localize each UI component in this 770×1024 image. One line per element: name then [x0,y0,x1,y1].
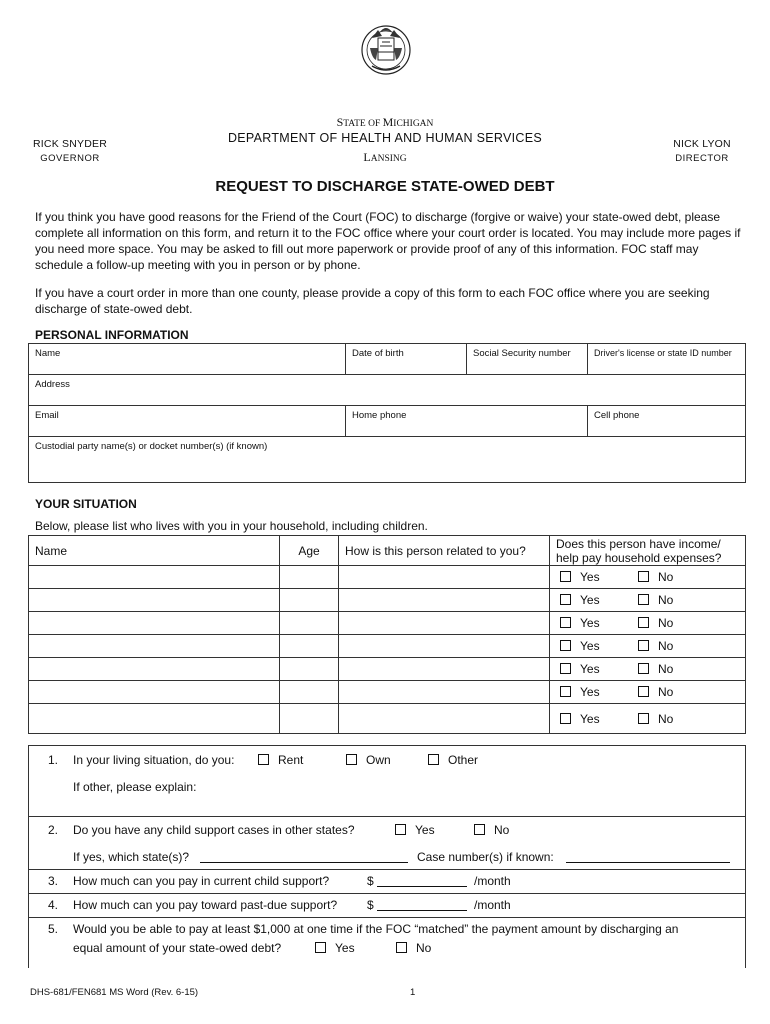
household-relation-cell[interactable] [339,635,550,658]
michigan-state-seal-icon [358,18,414,82]
governor-name: RICK SNYDER [33,138,107,150]
household-relation-cell[interactable] [339,681,550,704]
q2-states-input[interactable] [200,850,408,863]
household-relation-cell[interactable] [339,658,550,681]
rent-label: Rent [278,753,304,767]
form-id: DHS-681/FEN681 MS Word (Rev. 6-15) [30,987,199,998]
date-of-birth-field[interactable] [346,344,467,375]
yes-checkbox[interactable] [560,571,571,582]
q4-unit: /month [474,898,511,912]
household-relation-cell[interactable] [339,704,550,734]
no-label: No [658,711,674,726]
q5-yes-label: Yes [335,941,355,955]
household-name-cell[interactable] [29,635,280,658]
state-line-ichigan: ICHIGAN [393,119,434,129]
household-age-cell[interactable] [280,681,339,704]
q3-text: How much can you pay in current child support? [73,874,330,888]
governor-title: GOVERNOR [40,153,100,164]
income-choice-cell [550,566,746,589]
household-age-cell[interactable] [280,704,339,734]
q5-text-line1: Would you be able to pay at least $1,000 at one time if the FOC “matched” the payment amount by discharging an [73,922,679,936]
personal-info-table [28,343,746,483]
own-checkbox[interactable] [346,754,357,765]
yes-checkbox[interactable] [560,640,571,651]
director-name: NICK LYON [673,138,731,150]
income-choice-cell [550,635,746,658]
yes-label: Yes [580,685,600,699]
q2-case-label: Case number(s) if known: [417,850,554,864]
q2-no-option [474,823,509,837]
dob-label: Date of birth [352,348,404,359]
license-label: Driver's license or state ID number [594,348,732,358]
divider [28,869,746,870]
no-label: No [658,662,674,676]
ssn-label: Social Security number [473,348,571,359]
q5-no-option [396,941,431,955]
no-checkbox[interactable] [638,640,649,651]
intro-paragraph-2: If you have a court order in more than one county, please provide a copy of this form to each FOC office where you are seeking discharge of state-owed debt. [35,286,710,316]
other-checkbox[interactable] [428,754,439,765]
q2-yes-checkbox[interactable] [395,824,406,835]
email-label: Email [35,410,59,421]
yes-checkbox[interactable] [560,594,571,605]
q2-no-checkbox[interactable] [474,824,485,835]
cell-phone-label: Cell phone [594,410,640,421]
q4-amount-input[interactable] [377,898,467,911]
q2-yes-label: Yes [415,823,435,837]
yes-checkbox[interactable] [560,663,571,674]
q2-number: 2. [48,823,59,837]
yes-label: Yes [580,593,600,607]
yes-checkbox[interactable] [560,617,571,628]
household-table [28,535,746,734]
q1-explain-label: If other, please explain: [73,780,197,794]
director-title: DIRECTOR [675,153,729,164]
name-field[interactable] [29,344,346,375]
yes-label: Yes [580,616,600,630]
q2-no-label: No [494,823,510,837]
page-number: 1 [410,987,416,998]
q2-case-input[interactable] [566,850,730,863]
household-name-cell[interactable] [29,612,280,635]
q3-number: 3. [48,874,59,888]
form-title: REQUEST TO DISCHARGE STATE-OWED DEBT [215,178,555,195]
q1-other-option [428,753,478,767]
no-checkbox[interactable] [638,617,649,628]
state-line-m: M [382,115,394,129]
q1-text: In your living situation, do you: [73,753,235,767]
q3-dollar-sign: $ [367,874,374,888]
address-label: Address [35,379,70,390]
q5-text-line2: equal amount of your state-owed debt? [73,941,282,955]
department-name: DEPARTMENT OF HEALTH AND HUMAN SERVICES [227,131,543,145]
q3-unit: /month [474,874,511,888]
no-checkbox[interactable] [638,663,649,674]
cell-phone-field[interactable] [588,406,746,437]
no-checkbox[interactable] [638,713,649,724]
rent-checkbox[interactable] [258,754,269,765]
q5-no-checkbox[interactable] [396,942,407,953]
household-age-cell[interactable] [280,658,339,681]
own-label: Own [366,753,391,767]
divider [28,816,746,817]
intro-paragraph-1: If you think you have good reasons for the Friend of the Court (FOC) to discharge (forgive or waive) your state-owed debt, please complete all information on this form, and return it to the FOC office where your court order is located. You may include more pages if you need more space. You may be asked to fill out more paperwork or provide proof of any of this information. FOC staff may schedule a follow-up meeting with you in person or by phone. [35,210,741,272]
q1-own-option [346,753,391,767]
home-phone-label: Home phone [352,410,407,421]
household-age-cell[interactable] [280,612,339,635]
other-label: Other [448,753,479,767]
income-choice-cell [550,681,746,704]
divider [28,917,746,918]
no-checkbox[interactable] [638,686,649,697]
income-choice-cell [550,612,746,635]
income-choice-cell [550,704,746,734]
no-label: No [658,685,674,699]
custodial-party-field[interactable] [29,437,746,483]
situation-heading: YOUR SITUATION [35,497,137,511]
household-instruction: Below, please list who lives with you in your household, including children. [35,519,428,533]
household-name-cell[interactable] [29,589,280,612]
q5-yes-option [315,941,355,955]
household-name-cell[interactable] [29,681,280,704]
city-first-letter: L [363,150,371,164]
q4-dollar-sign: $ [367,898,374,912]
no-checkbox[interactable] [638,571,649,582]
q5-no-label: No [416,941,432,955]
household-relation-cell[interactable] [339,612,550,635]
yes-label: Yes [580,570,600,584]
household-name-cell[interactable] [29,704,280,734]
household-age-cell[interactable] [280,589,339,612]
yes-checkbox[interactable] [560,686,571,697]
personal-info-heading: PERSONAL INFORMATION [35,328,189,342]
col-header-relation: How is this person related to you? [339,536,550,566]
q3-amount-input[interactable] [377,874,467,887]
divider [28,893,746,894]
state-line [0,113,770,131]
license-field[interactable] [588,344,746,375]
no-checkbox[interactable] [638,594,649,605]
household-relation-cell[interactable] [339,566,550,589]
col-header-age: Age [280,536,339,566]
q1-number: 1. [48,753,59,767]
household-age-cell[interactable] [280,635,339,658]
custodial-party-label: Custodial party name(s) or docket number(s) (if known) [35,441,268,452]
email-field[interactable] [29,406,346,437]
household-relation-cell[interactable] [339,589,550,612]
income-choice-cell [550,589,746,612]
q2-yes-option [395,823,435,837]
q4-number: 4. [48,898,59,912]
city-rest: ANSING [370,154,407,164]
q5-number: 5. [48,922,59,936]
q5-yes-checkbox[interactable] [315,942,326,953]
ssn-field[interactable] [467,344,588,375]
no-label: No [658,616,674,630]
no-label: No [658,570,674,584]
yes-label: Yes [580,662,600,676]
q2-text: Do you have any child support cases in other states? [73,823,355,837]
q4-text: How much can you pay toward past-due support? [73,898,338,912]
state-line-tate: TATE OF [343,119,383,129]
yes-checkbox[interactable] [560,713,571,724]
yes-label: Yes [580,711,600,726]
household-name-cell[interactable] [29,566,280,589]
household-name-cell[interactable] [29,658,280,681]
col-header-income: Does this person have income/ help pay household expenses? [550,536,746,566]
yes-label: Yes [580,639,600,653]
state-line-s: S [336,115,344,129]
name-label: Name [35,348,61,359]
household-age-cell[interactable] [280,566,339,589]
q1-rent-option [258,753,303,767]
no-label: No [658,639,674,653]
income-choice-cell [550,658,746,681]
home-phone-field[interactable] [346,406,588,437]
q2-states-label: If yes, which state(s)? [73,850,190,864]
col-header-name: Name [29,536,280,566]
address-field[interactable] [29,375,746,406]
no-label: No [658,593,674,607]
